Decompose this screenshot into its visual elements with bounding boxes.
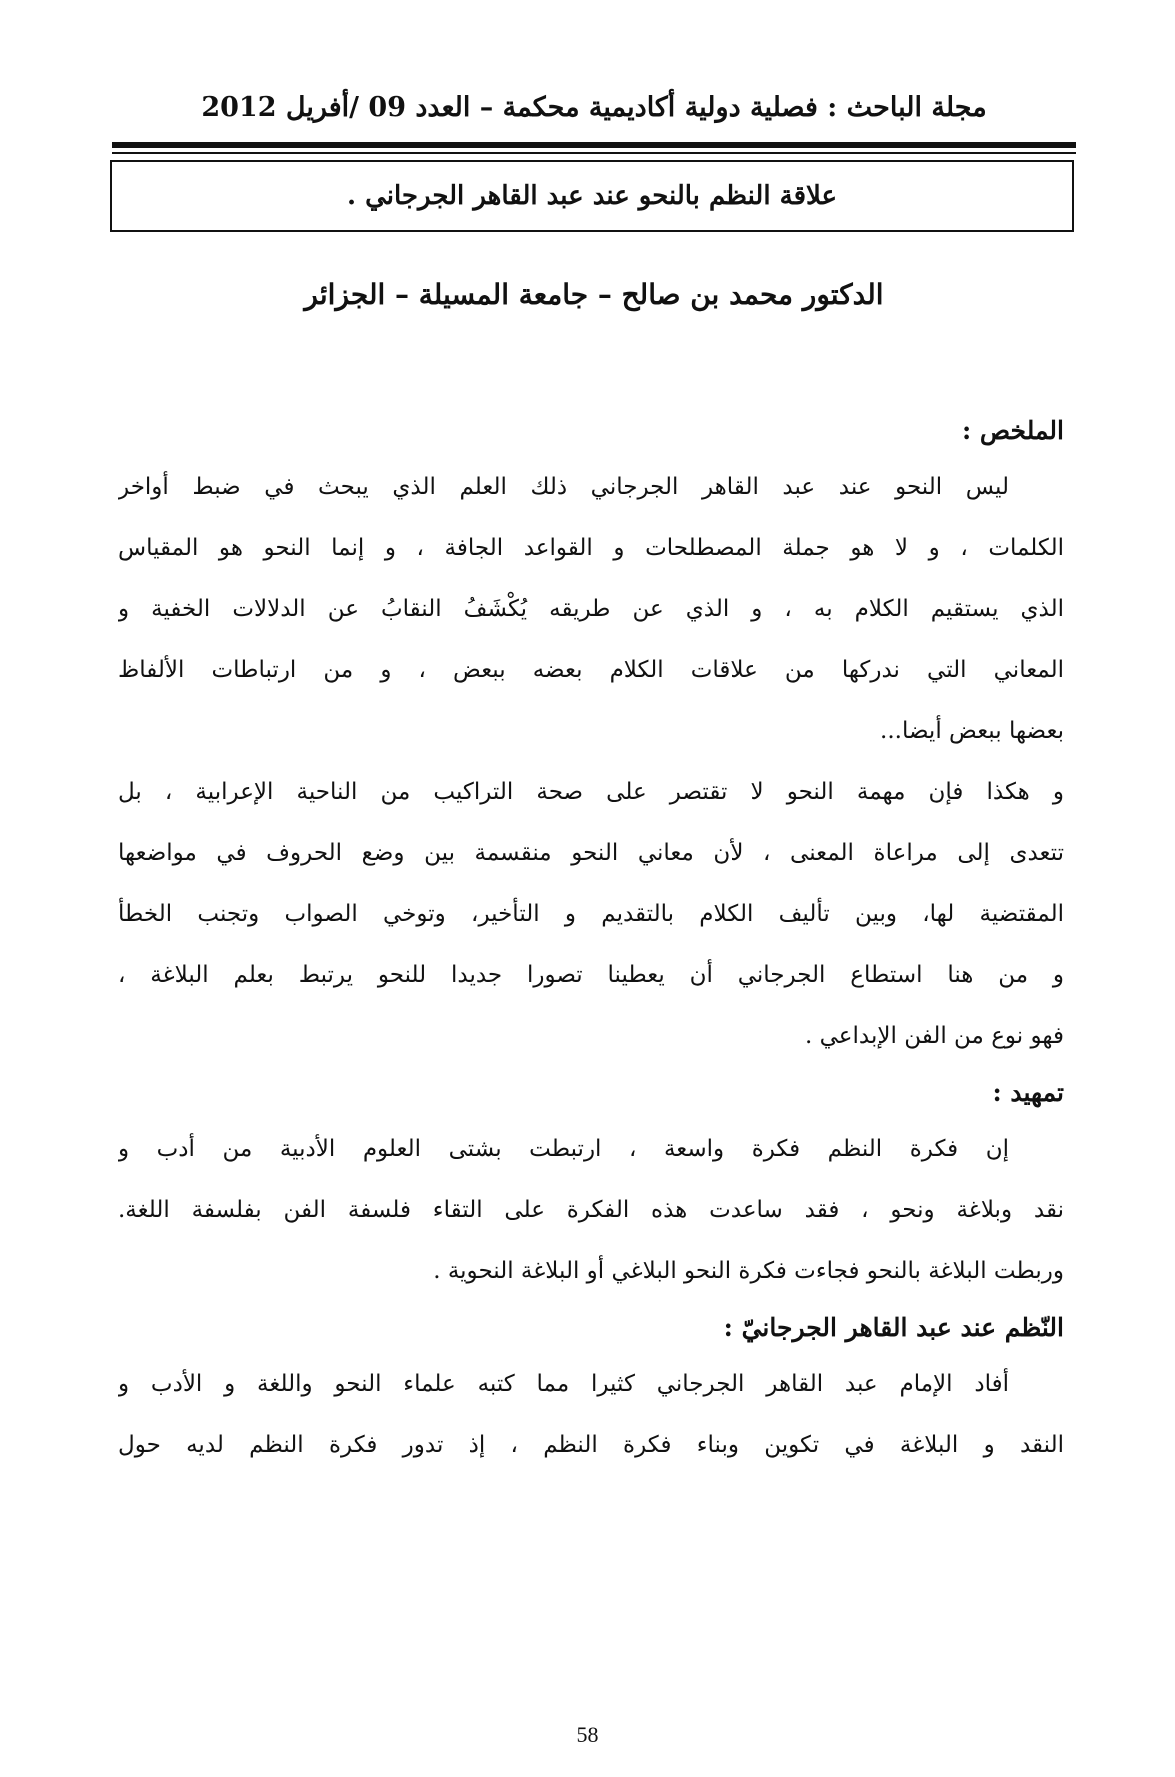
abstract-p2-line: تتعدى إلى مراعاة المعنى ، لأن معاني النحو منقسمة بين وضع الحروف في مواضعها xyxy=(118,840,1064,866)
intro-p1-line: وربطت البلاغة بالنحو فجاءت فكرة النحو البلاغي أو البلاغة النحوية . xyxy=(433,1258,1064,1284)
page-number: 58 xyxy=(576,1722,599,1747)
abstract-p2-line: المقتضية لها، وبين تأليف الكلام بالتقديم و التأخير، وتوخي الصواب وتجنب الخطأ xyxy=(118,901,1064,927)
abstract-p1-line: الذي يستقيم الكلام به ، و الذي عن طريقه يُكْشَفُ النقابُ عن الدلالات الخفية و xyxy=(118,596,1064,622)
journal-header: مجلة الباحث : فصلية دولية أكاديمية محكمة – العدد 09 /أفريل 2012 xyxy=(201,92,987,123)
article-title-box xyxy=(110,160,1074,232)
abstract-p1-line: الكلمات ، و لا هو جملة المصطلحات و القواعد الجافة ، و إنما النحو هو المقياس xyxy=(118,535,1064,561)
nazm-p1-line: النقد و البلاغة في تكوين وبناء فكرة النظم ، إذ تدور فكرة النظم لديه حول xyxy=(118,1432,1064,1458)
abstract-p1-line: المعاني التي ندركها من علاقات الكلام بعضه ببعض ، و من ارتباطات الألفاظ xyxy=(118,657,1064,683)
header-rule-thick xyxy=(112,142,1076,148)
intro-p1-line: إن فكرة النظم فكرة واسعة ، ارتبطت بشتى العلوم الأدبية من أدب و xyxy=(118,1136,1009,1162)
article-body xyxy=(118,405,1064,1476)
header-rule-thin xyxy=(112,152,1076,154)
abstract-heading: الملخص : xyxy=(962,416,1064,445)
abstract-p1-line: بعضها ببعض أيضا... xyxy=(880,718,1064,744)
author-line: الدكتور محمد بن صالح – جامعة المسيلة – الجزائر xyxy=(304,278,884,311)
abstract-p2-line: و من هنا استطاع الجرجاني أن يعطينا تصورا جديدا للنحو يرتبط بعلم البلاغة ، xyxy=(118,962,1064,988)
abstract-p1-line: ليس النحو عند عبد القاهر الجرجاني ذلك العلم الذي يبحث في ضبط أواخر xyxy=(118,474,1009,500)
nazm-heading: النّظم عند عبد القاهر الجرجانيّ : xyxy=(723,1313,1064,1342)
intro-p1-line: نقد وبلاغة ونحو ، فقد ساعدت هذه الفكرة على التقاء فلسفة الفن بفلسفة اللغة. xyxy=(118,1197,1064,1223)
article-title: علاقة النظم بالنحو عند عبد القاهر الجرجاني . xyxy=(346,181,838,211)
abstract-p2-line: فهو نوع من الفن الإبداعي . xyxy=(805,1023,1064,1049)
abstract-p2-line: و هكذا فإن مهمة النحو لا تقتصر على صحة التراكيب من الناحية الإعرابية ، بل xyxy=(118,779,1064,805)
intro-heading: تمهيد : xyxy=(992,1078,1064,1107)
nazm-p1-line: أفاد الإمام عبد القاهر الجرجاني كثيرا مما كتبه علماء النحو واللغة و الأدب و xyxy=(118,1371,1009,1397)
